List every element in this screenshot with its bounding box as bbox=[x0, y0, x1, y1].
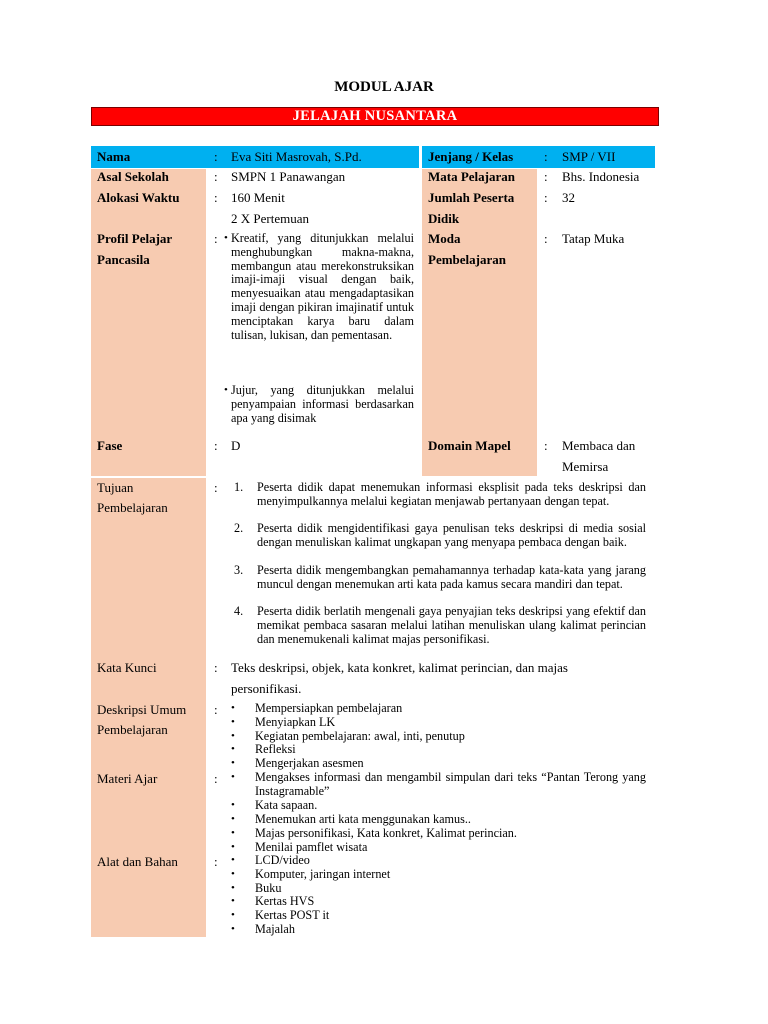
jumlah-peserta-label: Jumlah Peserta bbox=[428, 190, 515, 205]
bullet-icon: • bbox=[231, 799, 235, 811]
deskripsi-item: Refleksi bbox=[255, 742, 296, 757]
deskripsi-item: Menyiapkan LK bbox=[255, 714, 336, 729]
bullet-icon: • bbox=[231, 729, 235, 742]
alat-item: LCD/video bbox=[255, 853, 310, 867]
alokasi-waktu-value: 160 Menit bbox=[231, 190, 285, 205]
jumlah-peserta-label-2: Didik bbox=[428, 211, 460, 226]
module-banner: JELAJAH NUSANTARA bbox=[91, 107, 659, 126]
domain-mapel-value-2: Memirsa bbox=[562, 459, 609, 474]
fase-label: Fase bbox=[97, 438, 123, 453]
deskripsi-label: Deskripsi Umum bbox=[97, 702, 187, 717]
deskripsi-item: Mengerjakan asesmen bbox=[255, 756, 364, 771]
tujuan-item: Peserta didik dapat menemukan informasi eksplisit pada teks deskripsi dan menyimpulkannya melalui kegiatan menjawab pertanyaan dengan tepat. bbox=[257, 480, 646, 508]
colon: : bbox=[214, 702, 218, 717]
moda-label: Moda bbox=[428, 231, 461, 246]
colon: : bbox=[544, 190, 548, 205]
mata-pelajaran-label: Mata Pelajaran bbox=[428, 169, 516, 184]
profil-item-kreatif: Kreatif, yang ditunjukkan melalui menghubungkan makna-makna, membangun atau merekonstruksikan imaji-imaji visual dengan baik, menyesuaikan atau mengadaptasikan imaji dengan pikiran imajinatif untuk menciptakan karya baru dalam tulisan, lukisan, dan pementasan. bbox=[231, 231, 414, 342]
tujuan-label-2: Pembelajaran bbox=[97, 500, 168, 515]
colon: : bbox=[214, 660, 218, 675]
colon: : bbox=[214, 149, 218, 164]
alat-item: Komputer, jaringan internet bbox=[255, 866, 391, 881]
jumlah-peserta-value: 32 bbox=[562, 190, 575, 205]
materi-item: Menilai pamflet wisata bbox=[255, 840, 368, 854]
colon: : bbox=[214, 231, 218, 246]
materi-item: Kata sapaan. bbox=[255, 798, 318, 812]
kata-kunci-value: Teks deskripsi, objek, kata konkret, kalimat perincian, dan majas bbox=[231, 660, 568, 675]
bullet-icon: • bbox=[231, 771, 235, 783]
asal-sekolah-label: Asal Sekolah bbox=[97, 169, 169, 184]
jenjang-value: SMP / VII bbox=[562, 149, 616, 164]
colon: : bbox=[544, 231, 548, 246]
bullet-icon: • bbox=[231, 909, 235, 922]
bullet-icon: • bbox=[231, 854, 235, 866]
colon: : bbox=[544, 149, 548, 164]
bullet-icon: • bbox=[231, 743, 235, 756]
alat-label: Alat dan Bahan bbox=[97, 854, 178, 869]
bullet-icon: • bbox=[224, 384, 228, 396]
materi-item: Majas personifikasi, Kata konkret, Kalimat perincian. bbox=[255, 826, 517, 840]
profil-pelajar-label: Profil Pelajar bbox=[97, 231, 173, 246]
colon: : bbox=[214, 854, 218, 869]
deskripsi-item: Mempersiapkan pembelajaran bbox=[255, 701, 403, 715]
alokasi-waktu-label: Alokasi Waktu bbox=[97, 190, 180, 205]
deskripsi-item: Kegiatan pembelajaran: awal, inti, penutup bbox=[255, 728, 465, 743]
bullet-icon: • bbox=[231, 827, 235, 839]
jenjang-label: Jenjang / Kelas bbox=[428, 149, 514, 164]
materi-item: Menemukan arti kata menggunakan kamus.. bbox=[255, 812, 471, 826]
page-title: MODUL AJAR bbox=[334, 79, 434, 95]
bullet-icon: • bbox=[224, 232, 228, 244]
mata-pelajaran-value: Bhs. Indonesia bbox=[562, 169, 640, 184]
bullet-icon: • bbox=[231, 867, 235, 880]
bullet-icon: • bbox=[231, 881, 235, 894]
bullet-icon: • bbox=[231, 895, 235, 908]
asal-sekolah-value: SMPN 1 Panawangan bbox=[231, 169, 346, 184]
alat-item: Majalah bbox=[255, 922, 295, 936]
bullet-icon: • bbox=[231, 923, 235, 935]
tujuan-label: Tujuan bbox=[97, 480, 134, 495]
tujuan-item: Peserta didik mengembangkan pemahamannya terhadap kata-kata yang jarang muncul dengan menemukan arti kata pada kamus secara mandiri dan tepat. bbox=[257, 563, 646, 591]
tujuan-number: 4. bbox=[234, 604, 244, 618]
profil-item-jujur: Jujur, yang ditunjukkan melalui penyampaian informasi berdasarkan apa yang disimak bbox=[231, 383, 414, 425]
tujuan-number: 1. bbox=[234, 480, 244, 494]
colon: : bbox=[214, 480, 218, 495]
colon: : bbox=[544, 438, 548, 453]
colon: : bbox=[214, 771, 218, 786]
alat-item: Kertas HVS bbox=[255, 894, 315, 909]
bullet-icon: • bbox=[231, 813, 235, 825]
bullet-icon: • bbox=[231, 702, 235, 714]
info-label-column-bg bbox=[91, 169, 206, 476]
moda-label-2: Pembelajaran bbox=[428, 252, 506, 267]
domain-mapel-label: Domain Mapel bbox=[428, 438, 511, 453]
alat-item: Kertas POST it bbox=[255, 908, 330, 923]
bullet-icon: • bbox=[231, 841, 235, 853]
colon: : bbox=[214, 190, 218, 205]
moda-value: Tatap Muka bbox=[562, 231, 625, 246]
kata-kunci-label: Kata Kunci bbox=[97, 660, 157, 675]
bullet-icon: • bbox=[231, 757, 235, 770]
tujuan-item: Peserta didik berlatih mengenali gaya penyajian teks deskripsi yang efektif dan memikat pembaca sasaran melalui latihan menuliskan ulang kalimat perincian dan menemukenali kalimat majas personifikasi. bbox=[257, 604, 646, 646]
nama-value: Eva Siti Masrovah, S.Pd. bbox=[231, 149, 362, 164]
domain-mapel-value: Membaca dan bbox=[562, 438, 636, 453]
kata-kunci-value-2: personifikasi. bbox=[231, 681, 302, 696]
materi-item: Mengakses informasi dan mengambil simpulan dari teks “Pantan Terong yang Instagramable” bbox=[255, 770, 646, 798]
colon: : bbox=[544, 169, 548, 184]
tujuan-number: 2. bbox=[234, 521, 244, 535]
colon: : bbox=[214, 169, 218, 184]
materi-label: Materi Ajar bbox=[97, 771, 158, 786]
deskripsi-label-2: Pembelajaran bbox=[97, 722, 168, 737]
alat-item: Buku bbox=[255, 880, 282, 895]
colon: : bbox=[214, 438, 218, 453]
pertemuan-value: 2 X Pertemuan bbox=[231, 211, 309, 226]
nama-label: Nama bbox=[97, 149, 131, 164]
tujuan-item: Peserta didik mengidentifikasi gaya penulisan teks deskripsi di media sosial dengan menuliskan kalimat ungkapan yang menyapa pembaca dengan baik. bbox=[257, 521, 646, 549]
tujuan-number: 3. bbox=[234, 563, 244, 577]
bullet-icon: • bbox=[231, 715, 235, 728]
profil-pelajar-label-2: Pancasila bbox=[97, 252, 150, 267]
fase-value: D bbox=[231, 438, 241, 453]
